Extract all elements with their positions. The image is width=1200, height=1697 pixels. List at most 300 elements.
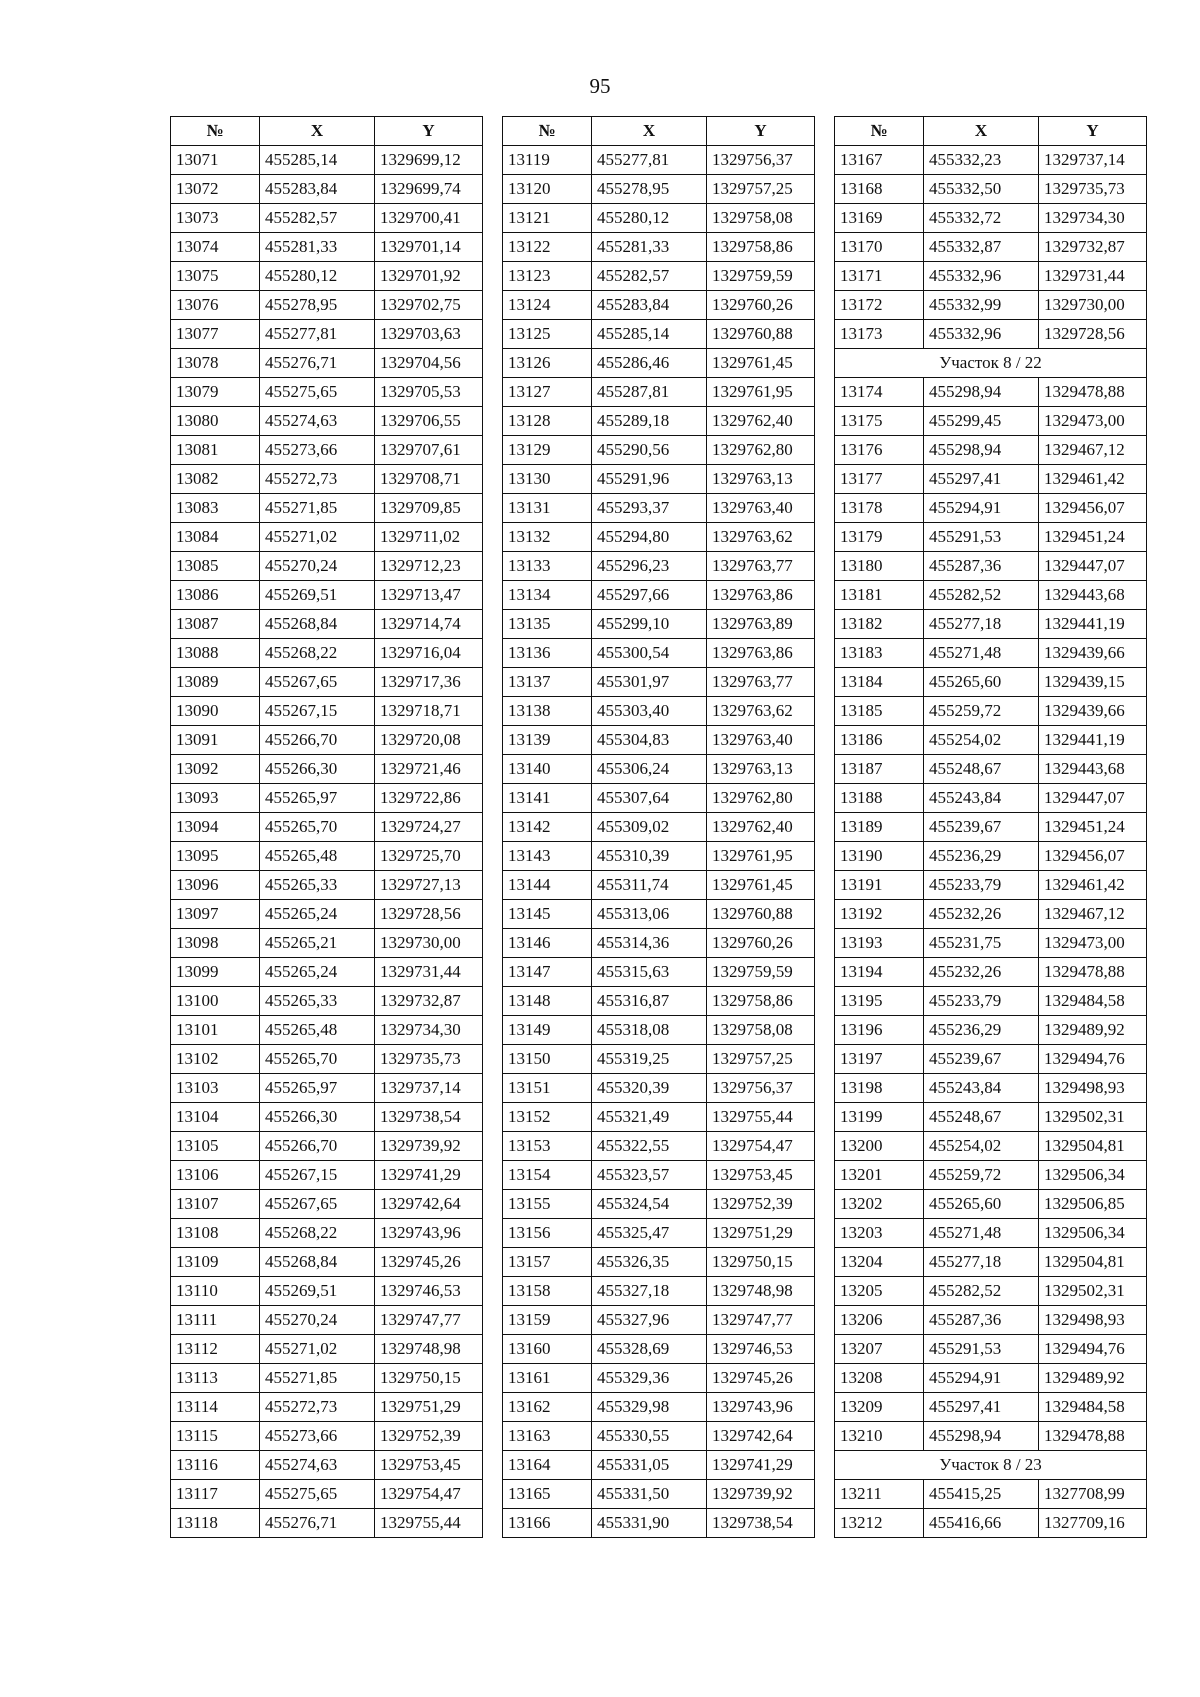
x-coordinate-cell: 455239,67 [924, 813, 1039, 842]
point-number-cell: 13112 [171, 1335, 260, 1364]
x-coordinate-cell: 455282,52 [924, 1277, 1039, 1306]
y-coordinate-cell: 1329451,24 [1039, 523, 1147, 552]
table-row [503, 320, 815, 349]
y-coordinate-cell: 1329700,41 [375, 204, 483, 233]
y-coordinate-cell: 1329456,07 [1039, 842, 1147, 871]
table-row [171, 1219, 483, 1248]
table-row [503, 987, 815, 1016]
table-row [835, 1103, 1147, 1132]
point-number-cell: 13165 [503, 1480, 592, 1509]
point-number-cell: 13098 [171, 929, 260, 958]
x-coordinate-cell: 455265,21 [260, 929, 375, 958]
table-row [835, 1335, 1147, 1364]
x-coordinate-cell: 455332,87 [924, 233, 1039, 262]
x-coordinate-cell: 455328,69 [592, 1335, 707, 1364]
point-number-cell: 13174 [835, 378, 924, 407]
section-row [835, 1451, 1147, 1480]
y-coordinate-cell: 1329747,77 [375, 1306, 483, 1335]
table-row [503, 1480, 815, 1509]
point-number-cell: 13160 [503, 1335, 592, 1364]
point-number-cell: 13128 [503, 407, 592, 436]
table-row [503, 581, 815, 610]
table-row [503, 1509, 815, 1538]
x-coordinate-cell: 455268,22 [260, 1219, 375, 1248]
x-coordinate-cell: 455326,35 [592, 1248, 707, 1277]
x-coordinate-cell: 455296,23 [592, 552, 707, 581]
table-row [503, 204, 815, 233]
y-coordinate-cell: 1329763,13 [707, 465, 815, 494]
table-row [171, 900, 483, 929]
point-number-cell: 13122 [503, 233, 592, 262]
x-coordinate-cell: 455271,85 [260, 494, 375, 523]
y-coordinate-cell: 1329456,07 [1039, 494, 1147, 523]
table-row [835, 146, 1147, 175]
table-row [503, 1277, 815, 1306]
x-coordinate-cell: 455265,48 [260, 1016, 375, 1045]
x-coordinate-cell: 455321,49 [592, 1103, 707, 1132]
point-number-cell: 13157 [503, 1248, 592, 1277]
y-coordinate-cell: 1329494,76 [1039, 1335, 1147, 1364]
point-number-cell: 13097 [171, 900, 260, 929]
x-coordinate-cell: 455265,48 [260, 842, 375, 871]
point-number-cell: 13168 [835, 175, 924, 204]
table-row [503, 1364, 815, 1393]
x-coordinate-cell: 455281,33 [592, 233, 707, 262]
x-coordinate-cell: 455267,15 [260, 697, 375, 726]
point-number-cell: 13212 [835, 1509, 924, 1538]
x-coordinate-cell: 455273,66 [260, 1422, 375, 1451]
x-coordinate-cell: 455331,05 [592, 1451, 707, 1480]
table-row [171, 726, 483, 755]
point-number-cell: 13140 [503, 755, 592, 784]
table-row [171, 349, 483, 378]
y-coordinate-cell: 1329705,53 [375, 378, 483, 407]
y-coordinate-cell: 1329760,88 [707, 900, 815, 929]
x-coordinate-cell: 455232,26 [924, 958, 1039, 987]
table-row [835, 842, 1147, 871]
x-coordinate-cell: 455272,73 [260, 465, 375, 494]
table-row [503, 1335, 815, 1364]
point-number-cell: 13076 [171, 291, 260, 320]
x-coordinate-cell: 455301,97 [592, 668, 707, 697]
point-number-cell: 13178 [835, 494, 924, 523]
y-coordinate-cell: 1329502,31 [1039, 1103, 1147, 1132]
point-number-cell: 13106 [171, 1161, 260, 1190]
y-coordinate-cell: 1329741,29 [375, 1161, 483, 1190]
table-row [503, 1132, 815, 1161]
table-row [835, 175, 1147, 204]
point-number-cell: 13154 [503, 1161, 592, 1190]
y-coordinate-cell: 1329467,12 [1039, 900, 1147, 929]
x-coordinate-cell: 455299,45 [924, 407, 1039, 436]
table-row [503, 1074, 815, 1103]
table-row [503, 1422, 815, 1451]
y-coordinate-cell: 1329738,54 [375, 1103, 483, 1132]
y-coordinate-cell: 1329461,42 [1039, 465, 1147, 494]
y-coordinate-cell: 1329447,07 [1039, 784, 1147, 813]
y-coordinate-cell: 1329756,37 [707, 1074, 815, 1103]
point-number-cell: 13152 [503, 1103, 592, 1132]
table-row [171, 1335, 483, 1364]
y-coordinate-cell: 1329478,88 [1039, 378, 1147, 407]
x-coordinate-cell: 455267,15 [260, 1161, 375, 1190]
y-coordinate-cell: 1329484,58 [1039, 1393, 1147, 1422]
y-coordinate-cell: 1329734,30 [1039, 204, 1147, 233]
point-number-cell: 13149 [503, 1016, 592, 1045]
y-coordinate-cell: 1329758,86 [707, 233, 815, 262]
x-coordinate-cell: 455278,95 [592, 175, 707, 204]
point-number-cell: 13166 [503, 1509, 592, 1538]
y-coordinate-cell: 1329762,80 [707, 784, 815, 813]
x-coordinate-cell: 455330,55 [592, 1422, 707, 1451]
point-number-cell: 13089 [171, 668, 260, 697]
x-coordinate-cell: 455320,39 [592, 1074, 707, 1103]
column-header-y: Y [1039, 117, 1147, 146]
y-coordinate-cell: 1329743,96 [375, 1219, 483, 1248]
x-coordinate-cell: 455266,30 [260, 1103, 375, 1132]
y-coordinate-cell: 1329727,13 [375, 871, 483, 900]
point-number-cell: 13118 [171, 1509, 260, 1538]
x-coordinate-cell: 455332,99 [924, 291, 1039, 320]
table-row [503, 1045, 815, 1074]
point-number-cell: 13137 [503, 668, 592, 697]
x-coordinate-cell: 455275,65 [260, 378, 375, 407]
table-row [503, 755, 815, 784]
y-coordinate-cell: 1329439,66 [1039, 639, 1147, 668]
table-row [835, 726, 1147, 755]
table-row [503, 378, 815, 407]
y-coordinate-cell: 1329763,77 [707, 552, 815, 581]
x-coordinate-cell: 455259,72 [924, 697, 1039, 726]
point-number-cell: 13201 [835, 1161, 924, 1190]
x-coordinate-cell: 455266,70 [260, 1132, 375, 1161]
y-coordinate-cell: 1329722,86 [375, 784, 483, 813]
x-coordinate-cell: 455331,90 [592, 1509, 707, 1538]
point-number-cell: 13090 [171, 697, 260, 726]
table-row [503, 842, 815, 871]
y-coordinate-cell: 1329743,96 [707, 1393, 815, 1422]
point-number-cell: 13192 [835, 900, 924, 929]
table-row [171, 755, 483, 784]
x-coordinate-cell: 455271,02 [260, 1335, 375, 1364]
point-number-cell: 13129 [503, 436, 592, 465]
table-row [503, 784, 815, 813]
x-coordinate-cell: 455271,85 [260, 1364, 375, 1393]
table-row [503, 291, 815, 320]
table-row [171, 1045, 483, 1074]
x-coordinate-cell: 455270,24 [260, 1306, 375, 1335]
y-coordinate-cell: 1329720,08 [375, 726, 483, 755]
table-row [503, 1451, 815, 1480]
point-number-cell: 13079 [171, 378, 260, 407]
table-row [503, 1016, 815, 1045]
point-number-cell: 13116 [171, 1451, 260, 1480]
x-coordinate-cell: 455265,33 [260, 871, 375, 900]
point-number-cell: 13136 [503, 639, 592, 668]
table-row [835, 465, 1147, 494]
point-number-cell: 13167 [835, 146, 924, 175]
y-coordinate-cell: 1329763,40 [707, 726, 815, 755]
point-number-cell: 13146 [503, 929, 592, 958]
table-row [835, 436, 1147, 465]
y-coordinate-cell: 1329745,26 [375, 1248, 483, 1277]
column-header-x: X [592, 117, 707, 146]
x-coordinate-cell: 455277,18 [924, 1248, 1039, 1277]
point-number-cell: 13184 [835, 668, 924, 697]
table-row [835, 871, 1147, 900]
point-number-cell: 13161 [503, 1364, 592, 1393]
table-row [171, 1103, 483, 1132]
table-row [503, 1103, 815, 1132]
table-header-row [835, 117, 1147, 146]
y-coordinate-cell: 1329763,86 [707, 581, 815, 610]
point-number-cell: 13162 [503, 1393, 592, 1422]
x-coordinate-cell: 455274,63 [260, 407, 375, 436]
x-coordinate-cell: 455271,48 [924, 1219, 1039, 1248]
y-coordinate-cell: 1329441,19 [1039, 726, 1147, 755]
table-row [835, 1422, 1147, 1451]
x-coordinate-cell: 455271,48 [924, 639, 1039, 668]
point-number-cell: 13087 [171, 610, 260, 639]
point-number-cell: 13119 [503, 146, 592, 175]
y-coordinate-cell: 1329451,24 [1039, 813, 1147, 842]
x-coordinate-cell: 455291,53 [924, 523, 1039, 552]
x-coordinate-cell: 455294,91 [924, 494, 1039, 523]
point-number-cell: 13123 [503, 262, 592, 291]
point-number-cell: 13075 [171, 262, 260, 291]
y-coordinate-cell: 1329716,04 [375, 639, 483, 668]
point-number-cell: 13155 [503, 1190, 592, 1219]
x-coordinate-cell: 455277,81 [260, 320, 375, 349]
table-row [503, 958, 815, 987]
x-coordinate-cell: 455265,97 [260, 1074, 375, 1103]
x-coordinate-cell: 455265,24 [260, 958, 375, 987]
point-number-cell: 13102 [171, 1045, 260, 1074]
y-coordinate-cell: 1329706,55 [375, 407, 483, 436]
point-number-cell: 13080 [171, 407, 260, 436]
y-coordinate-cell: 1329735,73 [375, 1045, 483, 1074]
x-coordinate-cell: 455273,66 [260, 436, 375, 465]
point-number-cell: 13195 [835, 987, 924, 1016]
x-coordinate-cell: 455232,26 [924, 900, 1039, 929]
table-row [171, 842, 483, 871]
x-coordinate-cell: 455236,29 [924, 1016, 1039, 1045]
x-coordinate-cell: 455281,33 [260, 233, 375, 262]
table-row [503, 465, 815, 494]
table-row [835, 1045, 1147, 1074]
x-coordinate-cell: 455280,12 [592, 204, 707, 233]
x-coordinate-cell: 455291,53 [924, 1335, 1039, 1364]
x-coordinate-cell: 455291,96 [592, 465, 707, 494]
column-header-number: № [503, 117, 592, 146]
y-coordinate-cell: 1329724,27 [375, 813, 483, 842]
point-number-cell: 13205 [835, 1277, 924, 1306]
x-coordinate-cell: 455268,84 [260, 1248, 375, 1277]
x-coordinate-cell: 455309,02 [592, 813, 707, 842]
y-coordinate-cell: 1329763,13 [707, 755, 815, 784]
table-row [503, 668, 815, 697]
table-row [171, 697, 483, 726]
point-number-cell: 13193 [835, 929, 924, 958]
x-coordinate-cell: 455327,96 [592, 1306, 707, 1335]
table-row [835, 929, 1147, 958]
point-number-cell: 13073 [171, 204, 260, 233]
point-number-cell: 13194 [835, 958, 924, 987]
x-coordinate-cell: 455313,06 [592, 900, 707, 929]
x-coordinate-cell: 455265,97 [260, 784, 375, 813]
table-row [503, 1248, 815, 1277]
table-row [835, 639, 1147, 668]
table-row [835, 552, 1147, 581]
point-number-cell: 13121 [503, 204, 592, 233]
table-row [503, 1393, 815, 1422]
table-row [835, 378, 1147, 407]
table-row [503, 900, 815, 929]
point-number-cell: 13071 [171, 146, 260, 175]
table-row [503, 175, 815, 204]
table-row [171, 929, 483, 958]
x-coordinate-cell: 455233,79 [924, 871, 1039, 900]
table-row [835, 668, 1147, 697]
point-number-cell: 13163 [503, 1422, 592, 1451]
table-row [835, 755, 1147, 784]
y-coordinate-cell: 1329757,25 [707, 1045, 815, 1074]
table-row [503, 929, 815, 958]
y-coordinate-cell: 1329506,34 [1039, 1161, 1147, 1190]
y-coordinate-cell: 1329763,62 [707, 523, 815, 552]
y-coordinate-cell: 1329757,25 [707, 175, 815, 204]
y-coordinate-cell: 1329754,47 [707, 1132, 815, 1161]
y-coordinate-cell: 1329739,92 [375, 1132, 483, 1161]
y-coordinate-cell: 1329725,70 [375, 842, 483, 871]
point-number-cell: 13187 [835, 755, 924, 784]
column-header-x: X [260, 117, 375, 146]
point-number-cell: 13141 [503, 784, 592, 813]
point-number-cell: 13105 [171, 1132, 260, 1161]
x-coordinate-cell: 455322,55 [592, 1132, 707, 1161]
y-coordinate-cell: 1329762,40 [707, 813, 815, 842]
point-number-cell: 13139 [503, 726, 592, 755]
table-row [835, 581, 1147, 610]
point-number-cell: 13095 [171, 842, 260, 871]
table-row [171, 1480, 483, 1509]
point-number-cell: 13150 [503, 1045, 592, 1074]
table-row [835, 900, 1147, 929]
y-coordinate-cell: 1329473,00 [1039, 407, 1147, 436]
section-label: Участок 8 / 23 [835, 1451, 1147, 1480]
point-number-cell: 13135 [503, 610, 592, 639]
y-coordinate-cell: 1329737,14 [1039, 146, 1147, 175]
point-number-cell: 13147 [503, 958, 592, 987]
point-number-cell: 13078 [171, 349, 260, 378]
x-coordinate-cell: 455298,94 [924, 436, 1039, 465]
x-coordinate-cell: 455311,74 [592, 871, 707, 900]
point-number-cell: 13153 [503, 1132, 592, 1161]
y-coordinate-cell: 1329758,86 [707, 987, 815, 1016]
table-row [171, 552, 483, 581]
x-coordinate-cell: 455283,84 [592, 291, 707, 320]
y-coordinate-cell: 1329502,31 [1039, 1277, 1147, 1306]
x-coordinate-cell: 455266,30 [260, 755, 375, 784]
x-coordinate-cell: 455267,65 [260, 1190, 375, 1219]
page-number: 95 [589, 74, 611, 98]
point-number-cell: 13177 [835, 465, 924, 494]
table-row [171, 494, 483, 523]
x-coordinate-cell: 455243,84 [924, 1074, 1039, 1103]
point-number-cell: 13199 [835, 1103, 924, 1132]
table-row [835, 204, 1147, 233]
x-coordinate-cell: 455332,96 [924, 320, 1039, 349]
y-coordinate-cell: 1329745,26 [707, 1364, 815, 1393]
y-coordinate-cell: 1329761,95 [707, 378, 815, 407]
table-row [835, 1074, 1147, 1103]
x-coordinate-cell: 455297,66 [592, 581, 707, 610]
y-coordinate-cell: 1329709,85 [375, 494, 483, 523]
x-coordinate-cell: 455299,10 [592, 610, 707, 639]
table-row [835, 1277, 1147, 1306]
point-number-cell: 13173 [835, 320, 924, 349]
y-coordinate-cell: 1329478,88 [1039, 958, 1147, 987]
y-coordinate-cell: 1329751,29 [707, 1219, 815, 1248]
point-number-cell: 13096 [171, 871, 260, 900]
y-coordinate-cell: 1329760,26 [707, 291, 815, 320]
y-coordinate-cell: 1329761,95 [707, 842, 815, 871]
y-coordinate-cell: 1329461,42 [1039, 871, 1147, 900]
point-number-cell: 13101 [171, 1016, 260, 1045]
y-coordinate-cell: 1329731,44 [375, 958, 483, 987]
point-number-cell: 13109 [171, 1248, 260, 1277]
point-number-cell: 13196 [835, 1016, 924, 1045]
x-coordinate-cell: 455287,36 [924, 552, 1039, 581]
table-row [171, 987, 483, 1016]
x-coordinate-cell: 455303,40 [592, 697, 707, 726]
x-coordinate-cell: 455276,71 [260, 349, 375, 378]
x-coordinate-cell: 455285,14 [260, 146, 375, 175]
x-coordinate-cell: 455282,57 [260, 204, 375, 233]
table-row [835, 813, 1147, 842]
point-number-cell: 13127 [503, 378, 592, 407]
point-number-cell: 13211 [835, 1480, 924, 1509]
x-coordinate-cell: 455282,52 [924, 581, 1039, 610]
y-coordinate-cell: 1329760,26 [707, 929, 815, 958]
y-coordinate-cell: 1329713,47 [375, 581, 483, 610]
y-coordinate-cell: 1329701,92 [375, 262, 483, 291]
table-row [171, 813, 483, 842]
table-row [835, 1190, 1147, 1219]
point-number-cell: 13164 [503, 1451, 592, 1480]
y-coordinate-cell: 1329735,73 [1039, 175, 1147, 204]
point-number-cell: 13186 [835, 726, 924, 755]
point-number-cell: 13134 [503, 581, 592, 610]
y-coordinate-cell: 1329763,89 [707, 610, 815, 639]
table-row [503, 349, 815, 378]
y-coordinate-cell: 1329712,23 [375, 552, 483, 581]
point-number-cell: 13091 [171, 726, 260, 755]
point-number-cell: 13209 [835, 1393, 924, 1422]
point-number-cell: 13202 [835, 1190, 924, 1219]
table-row [503, 146, 815, 175]
y-coordinate-cell: 1329746,53 [707, 1335, 815, 1364]
y-coordinate-cell: 1329467,12 [1039, 436, 1147, 465]
point-number-cell: 13182 [835, 610, 924, 639]
table-row [171, 291, 483, 320]
x-coordinate-cell: 455280,12 [260, 262, 375, 291]
table-row [503, 1161, 815, 1190]
y-coordinate-cell: 1327708,99 [1039, 1480, 1147, 1509]
point-number-cell: 13074 [171, 233, 260, 262]
x-coordinate-cell: 455233,79 [924, 987, 1039, 1016]
table-row [835, 1364, 1147, 1393]
